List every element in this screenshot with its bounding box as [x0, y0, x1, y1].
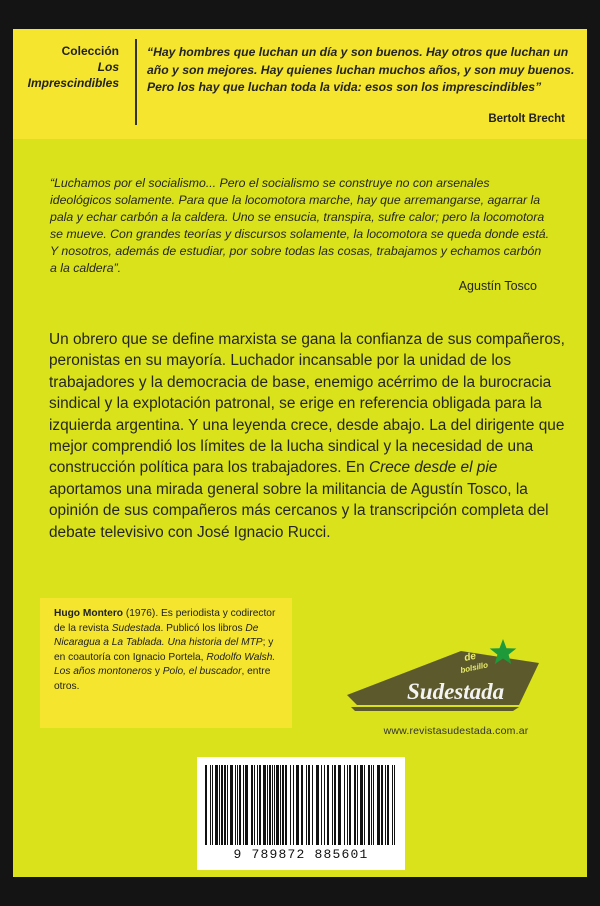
barcode-bar — [245, 765, 248, 845]
barcode-bar — [254, 765, 255, 845]
barcode-bar — [324, 765, 325, 845]
barcode-bar — [276, 765, 279, 845]
bio-segment: (1976). Es periodista y codirector de la revista — [54, 608, 276, 634]
barcode-bar — [267, 765, 268, 845]
barcode-bar — [205, 765, 207, 845]
barcode-box — [197, 757, 405, 870]
bio-segment: ; y en coautoría con Ignacio Portela, — [54, 637, 274, 663]
barcode-bar — [235, 765, 236, 845]
barcode-bar — [239, 765, 241, 845]
barcode-bar — [210, 765, 211, 845]
barcode-bar — [212, 765, 213, 845]
bio-segment: , entre otros. — [54, 666, 271, 692]
author-bio-box — [40, 598, 292, 728]
barcode-bar — [257, 765, 258, 845]
barcode-bar — [263, 765, 266, 845]
barcode-bar — [387, 765, 389, 845]
barcode-bar — [243, 765, 244, 845]
synopsis-part1: Un obrero que se define marxista se gana la confianza de sus compañeros, peronistas en su mayoría. Luchador incansable por la unidad de los trabajadores y la democracia de base, enemigo acérrimo de la burocracia sindical y la explotación patronal, se erige en referencia obligada para la izquierda argentina. Y una leyenda crece, desde abajo. La del dirigente que mejor comprendió los límites de la lucha sindical y la necesidad de una construcción política para los trabajadores. En — [49, 331, 565, 477]
author-name: Hugo Montero — [54, 608, 124, 619]
collection-name-line1: Los — [97, 60, 119, 74]
barcode-bar — [334, 765, 336, 845]
bio-book-title: De Nicaragua a La Tablada. Una historia del MTP — [54, 622, 263, 649]
barcode-bar — [224, 765, 226, 845]
logo-underline — [351, 707, 519, 711]
back-cover — [13, 29, 587, 877]
barcode-bar — [259, 765, 261, 845]
tosco-quote: “Luchamos por el socialismo... Pero el socialismo se construye no con arsenales ideológicos solamente. Para que la locomotora marche, hay que arremangarse, agarrar la pala y echar carbón a la caldera. Uno se ensucia, transpira, sufre calor; pero la locomotora se mueve. Con grandes teorías y discursos solamente, la locomotora se queda donde está. Y nosotros, además de estudiar, por sobre todas las cosas, trabajamos y echamos carbón a la caldera”. — [50, 176, 549, 275]
barcode-bar — [373, 765, 374, 845]
barcode-bar — [347, 765, 348, 845]
barcode-bar — [290, 765, 291, 845]
barcode-bar — [280, 765, 281, 845]
collection-header — [13, 29, 587, 139]
barcode-bar — [371, 765, 372, 845]
barcode-bar — [364, 765, 365, 845]
barcode-bar — [296, 765, 299, 845]
barcode-bar — [349, 765, 351, 845]
tosco-author: Agustín Tosco — [458, 279, 537, 293]
publisher-logo — [343, 629, 555, 719]
barcode-bar — [394, 765, 395, 845]
barcode-bar — [251, 765, 253, 845]
barcode-bar — [357, 765, 358, 845]
barcode-bar — [327, 765, 329, 845]
collection-title: Colección — [61, 44, 119, 58]
barcode-bar — [368, 765, 370, 845]
book-title: Crece desde el pie — [368, 459, 498, 477]
collection-label — [13, 43, 119, 91]
barcode-bar — [338, 765, 341, 845]
barcode-bar — [316, 765, 319, 845]
barcode-bar — [385, 765, 386, 845]
barcode-bar — [312, 765, 313, 845]
barcode-bar — [360, 765, 363, 845]
barcode-bar — [230, 765, 233, 845]
barcode-bar — [321, 765, 322, 845]
bio-magazine-title: Sudestada — [111, 622, 161, 634]
barcode-bar — [285, 765, 287, 845]
barcode-bar — [274, 765, 275, 845]
barcode-bar — [392, 765, 393, 845]
barcode-bar — [237, 765, 238, 845]
synopsis-text — [49, 329, 569, 543]
author-bio-text — [54, 607, 284, 695]
barcode-bar — [377, 765, 380, 845]
bio-book-title: Rodolfo Walsh. Los años montoneros — [54, 651, 276, 678]
barcode-bar — [227, 765, 228, 845]
barcode-bar — [306, 765, 307, 845]
header-divider — [135, 39, 137, 125]
barcode-bar — [272, 765, 273, 845]
synopsis-part2: aportamos una mirada general sobre la militancia de Agustín Tosco, la opinión de sus compañeros más cercanos y la transcripción completa del debate televisivo con José Ignacio Rucci. — [49, 480, 549, 541]
collection-name-line2: Imprescindibles — [27, 76, 119, 90]
barcode-bar — [282, 765, 284, 845]
barcode-bar — [308, 765, 310, 845]
barcode-bar — [354, 765, 356, 845]
bio-book-title: Polo, el buscador — [162, 666, 242, 678]
barcode-bar — [381, 765, 383, 845]
publisher-website: www.revistasudestada.com.ar — [383, 725, 529, 737]
barcode-bar — [301, 765, 303, 845]
brecht-author: Bertolt Brecht — [488, 113, 565, 125]
logo-small-text: de — [463, 650, 478, 664]
isbn-number: 9 789872 885601 — [233, 847, 369, 862]
logo-small-text-2: bolsillo — [459, 660, 489, 675]
bio-segment: y — [151, 666, 163, 678]
barcode-bar — [215, 765, 218, 845]
barcode-bar — [332, 765, 333, 845]
bio-segment: . Publicó los libros — [160, 622, 246, 634]
barcode-bar — [221, 765, 223, 845]
barcode-bar — [293, 765, 294, 845]
barcode-bar — [344, 765, 345, 845]
barcode-bar — [269, 765, 271, 845]
brecht-quote: “Hay hombres que luchan un día y son buenos. Hay otros que luchan un año y son mejores. Hay quienes luchan muchos años, y son muy buenos. Pero los hay que luchan toda la vida: esos son los imprescindibles” — [147, 45, 575, 94]
logo-name: Sudestada — [407, 679, 505, 704]
barcode-icon — [203, 765, 399, 847]
barcode-bar — [219, 765, 220, 845]
